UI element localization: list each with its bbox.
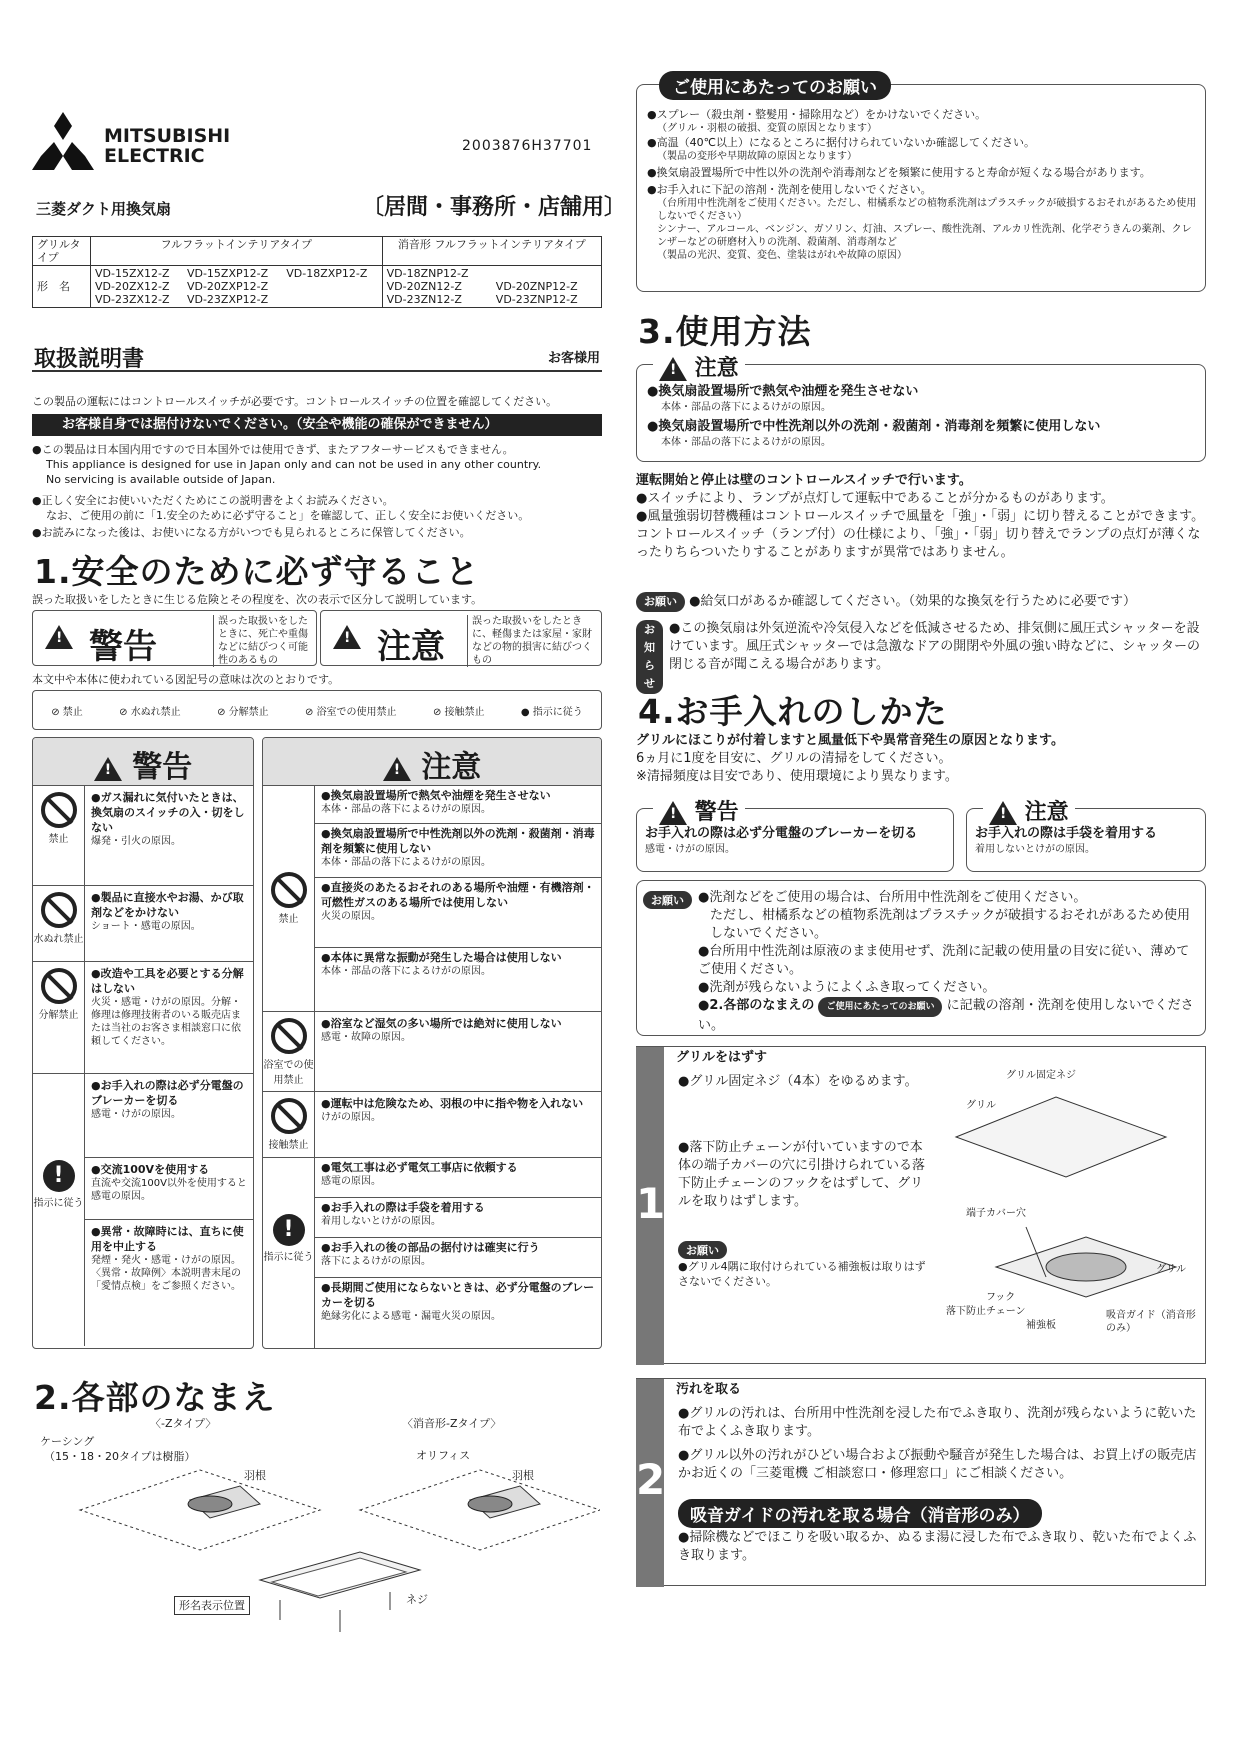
- symbols-intro: 本文中や本体に使われている図記号の意味は次のとおりです。: [32, 673, 340, 686]
- label-blade: 羽根: [244, 1469, 266, 1482]
- notes-list: ●この製品は日本国内用ですので日本国外では使用できず、またアフターサービスもできません。 This appliance is designed for use in Japan only and can not be used in any other country. No servicing is available outside of Japan. ●正しく安全にお使いいただくためにこの説明書をよくお読みください。 なお、ご使用の前に「1.安全のために必ず守ること」を確認して、正しく安全にお使いください。 ●お読みになった後は、お使いになる方がいつでも見られるところに保管してください。: [32, 443, 542, 539]
- label-nameplate: 形名表示位置: [174, 1596, 250, 1615]
- s3-info: お知らせ ●この換気扇は外気逆流や冷気侵入などを低減させるため、排気側に風圧式シャッターを設けています。風圧式シャッターでは急激なドアの開閉や外風の強い時などに、シャッターの閉じる音が聞こえる場合があります。: [636, 620, 1206, 694]
- s3-caution-icon: [659, 357, 687, 381]
- step2-sub: 吸音ガイドの汚れを取る場合（消音形のみ）: [678, 1499, 1042, 1528]
- no-disassemble-icon: ⊘ 分解禁止: [217, 706, 269, 718]
- notice-list: ●スプレー（殺虫剤・整髪用・掃除用など）をかけないでください。 （グリル・羽根の破損、変質の原因となります） ●高温（40℃以上）になるところに据付けられていないか確認してください。 （製品の変形や早期故障の原因となります） ●換気扇設置場所で中性以外の洗剤や消毒剤などを頻繁に使用すると寿命が短くなる場合があります。 ●お手入れに下記の溶剤・洗剤を使用しないでください。 （台所用中性洗剤をご使用ください。ただし、柑橘系などの植物系洗剤はプラスチックが破損するおそれがあるため使用しないでください） シンナー、アルコール、ベンジン、ガソリン、灯油、スプレー、酸性洗剤、アルカリ性洗剤、化学ぞうきんの薬剤、クレンザーなどの研磨材入りの洗剤、殺菌剤、消毒剤など （製品の光沢、変質、変色、塗装はがれや故障の原因）: [647, 108, 1197, 261]
- section3-title: 3.使用方法: [638, 312, 812, 351]
- label-casing-note: （15・18・20タイプは樹脂）: [44, 1450, 196, 1463]
- label-screw: ネジ: [406, 1593, 428, 1606]
- warning-head-icon: [94, 757, 122, 781]
- manual-for: お客様用: [547, 351, 600, 366]
- symbol-legend: [32, 690, 602, 730]
- label-blade2: 羽根: [512, 1469, 534, 1482]
- parts-diagram: [60, 1460, 600, 1640]
- s4-request-box: お願い ●洗剤などをご使用の場合は、台所用中性洗剤をご使用ください。 ただし、柑橘系などの植物系洗剤はプラスチックが破損するおそれがあるため使用しないでください。 ●台所用中性洗剤は原液のまま使用せず、洗剤に記載の使用量の目安に従い、薄めてご使用ください。 ●洗剤が残らないようによくふき取ってください。 ●2.各部のなまえの ご使用にあたってのお願い に記載の溶剤・洗剤を使用しないでください。: [636, 880, 1206, 1036]
- caution-head-icon: [383, 757, 411, 781]
- step1-title: グリルをはずす: [676, 1050, 768, 1065]
- label-casing: ケーシング: [40, 1435, 95, 1448]
- s3-caution-box: ! 注意 ●換気扇設置場所で熱気や油煙を発生させない 本体・部品の落下によるけがの原因。 ●換気扇設置場所で中性洗剤以外の洗剤・殺菌剤・消毒剤を頻繁に使用しない 本体・部品の落下によるけがの原因。: [636, 364, 1206, 462]
- manual-title: 取扱説明書: [34, 347, 145, 372]
- doc-code: 2003876H37701: [462, 138, 593, 154]
- install-banner: お客様自身では据付けないでください。（安全や機能の確保ができません）: [32, 414, 602, 436]
- step1-number: 1: [636, 1047, 664, 1365]
- s4-warning-box: ! 警告 お手入れの際は必ず分電盤のブレーカーを切る 感電・けがの原因。: [636, 808, 954, 872]
- warning-icon: [45, 625, 73, 649]
- follow-instruction-icon: ● 指示に従う: [520, 706, 583, 718]
- caution-icon: [333, 625, 361, 649]
- brand-line2: ELECTRIC: [104, 145, 205, 167]
- warning-legend: ! 警告 誤った取扱いをしたときに、死亡や重傷などに結びつく可能性のあるもの: [32, 610, 317, 666]
- product-name: 三菱ダクト用換気扇: [36, 200, 172, 218]
- s3-body: 運転開始と停止は壁のコントロールスイッチで行います。 ●スイッチにより、ランプが点灯して運転中であることが分かるものがあります。 ●風量強弱切替機種はコントロールスイッチで風量を「強」・「弱」に切り替えることができます。コントロールスイッチ（ランプ付）の仕様により、「強」・「弱」切り替えでランプの点灯が薄くなったりちらついたりすることがありますが異常ではありません。: [636, 473, 1205, 560]
- section2-title: 2.各部のなまえ: [34, 1378, 276, 1417]
- model-table: グリルタイプ フルフラットインテリアタイプ 消音形 フルフラットインテリアタイプ 形 名 VD-15ZX12-Z VD-20ZX12-Z VD-23ZX12-Z VD-15ZXP12-Z VD-20ZXP12-Z VD-23ZXP12-Z VD-18ZXP12-Z VD-18ZNP12-Z VD-20ZN12-Z VD-23ZN12-Z VD-20ZNP12-Z VD-23ZNP12-Z: [32, 236, 602, 308]
- step2-number: 2: [636, 1379, 664, 1587]
- label-orifice: オリフィス: [416, 1449, 471, 1462]
- step2-title: 汚れを取る: [676, 1382, 742, 1397]
- no-touch-icon: ⊘ 接触禁止: [432, 706, 485, 718]
- caution-legend: ! 注意 誤った取扱いをしたときに、軽傷または家屋・家財などの物的損害に結びつくもの: [320, 610, 602, 666]
- s3-request: お願い ●給気口があるか確認してください。（効果的な換気を行うために必要です）: [636, 592, 1206, 612]
- step2-box: 2 汚れを取る ●グリルの汚れは、台所用中性洗剤を浸した布でふき取り、洗剤が残らないように乾いた布でよくふき取ります。 ●グリル以外の汚れがひどい場合および振動や騒音が発生した場合は、お買上げの販売店かお近くの「三菱電機 ご相談窓口・修理窓口」にご相談ください。 吸音ガイドの汚れを取る場合（消音形のみ） ●掃除機などでほこりを吸い取るか、ぬるま湯に浸した布でふき取り、乾いた布でよくふき取ります。: [636, 1378, 1206, 1586]
- brand-line1: MITSUBISHI: [104, 125, 231, 147]
- section1-intro: 誤った取扱いをしたときに生じる危険とその程度を、次の表示で区分して説明しています。: [32, 593, 483, 606]
- no-water-icon: ⊘ 水ぬれ禁止: [119, 706, 181, 718]
- brand-logo: [32, 112, 232, 172]
- prohibit-icon: ⊘ 禁止: [51, 706, 83, 718]
- no-bathroom-icon: ⊘ 浴室での使用禁止: [305, 706, 397, 718]
- s4-body: グリルにほこりが付着しますと風量低下や異常音発生の原因となります。 6ヵ月に1度を目安に、グリルの清掃をしてください。 ※清掃頻度は目安であり、使用環境により異なります。: [636, 733, 1064, 784]
- s4-caution-box: ! 注意 お手入れの際は手袋を着用する 着用しないとけがの原因。: [966, 808, 1206, 872]
- section4-title: 4.お手入れのしかた: [638, 692, 948, 731]
- label-nz-type: 〈消音形-Zタイプ〉: [402, 1417, 502, 1430]
- s4-warning-icon: [659, 801, 687, 825]
- mitsubishi-diamonds-icon: [32, 112, 94, 170]
- caution-table: ! 注意 禁止 ●換気扇設置場所で熱気や油煙を発生させない 本体・部品の落下によるけがの原因。 ●換気扇設置場所で中性洗剤以外の洗剤・殺菌剤・消毒剤を頻繁に使用しない 本体・部品の落下によるけがの原因。 ●直接炎のあたるおそれのある場所や油煙・有機溶剤・可燃性ガスのある場所では使用しない 火災の原因。 ●本体に異常な振動が発生した場合は使用しない 本体・部品の落下によるけがの原因。 浴室での使用禁止 ●浴室など湿気の多い場所では絶対に使用しない 感電・故障の原因。 接触禁止 ●運転中は危険なため、羽根の中に指や物を入れない けがの原因。 ! 指示に従う ●電気工事は必ず電気工事店に依頼する 感電の原因。 ●お手入れの際は手袋を着用する 着用しないとけがの原因。 ●お手入れの後の部品の据付けは確実に行う 落下によるけがの原因。 ●長期間ご使用にならないときは、必ず分電盤のブレーカーを切る 絶縁劣化による感電・漏電火災の原因。: [262, 737, 602, 1349]
- notice-title: ご使用にあたってのお願い: [659, 71, 891, 100]
- step1-box: 1 グリルをはずす ●グリル固定ネジ（4本）をゆるめます。 ●落下防止チェーンが付いていますので本体の端子カバーの穴に引掛けられている落下防止チェーンのフックをはずして、グリルを取りはずします。 お願い ●グリル4隅に取付けられている補強板は取りはずさないでください。 グリル固定ネジ グリル 端子カバー穴 グリル フック 落下防止チェーン 補強板 吸音ガイド（消音形のみ）: [636, 1046, 1206, 1364]
- section1-title: 1.安全のために必ず守ること: [34, 552, 480, 591]
- note-switch: この製品の運転にはコントロールスイッチが必要です。コントロールスイッチの位置を確認してください。: [32, 395, 558, 408]
- warning-table: ! 警告 禁止 ●ガス漏れに気付いたときは、換気扇のスイッチの入・切をしない 爆発・引火の原因。 水ぬれ禁止 ●製品に直接水やお湯、かび取剤などをかけない ショート・感電の原因。 分解禁止 ●改造や工具を必要とする分解はしない 火災・感電・けがの原因。分解・修理は修理技術者のいる販売店または当社のお客さま相談窓口に依頼してください。 ! 指示に従う ●お手入れの際は必ず分電盤のブレーカーを切る 感電・けがの原因。 ●交流100Vを使用する 直流や交流100V以外を使用すると感電の原因。 ●異常・故障時には、直ちに使用を中止する 発煙・発火・感電・けがの原因。〈異常・故障例〉本説明書末尾の「愛情点検」をご参照ください。: [32, 737, 254, 1349]
- s4-caution-icon: [989, 801, 1017, 825]
- label-z-type: 〈-Zタイプ〉: [150, 1417, 217, 1430]
- notice-box: [636, 78, 1206, 292]
- usage-label: 〔居間・事務所・店舗用〕: [362, 195, 627, 220]
